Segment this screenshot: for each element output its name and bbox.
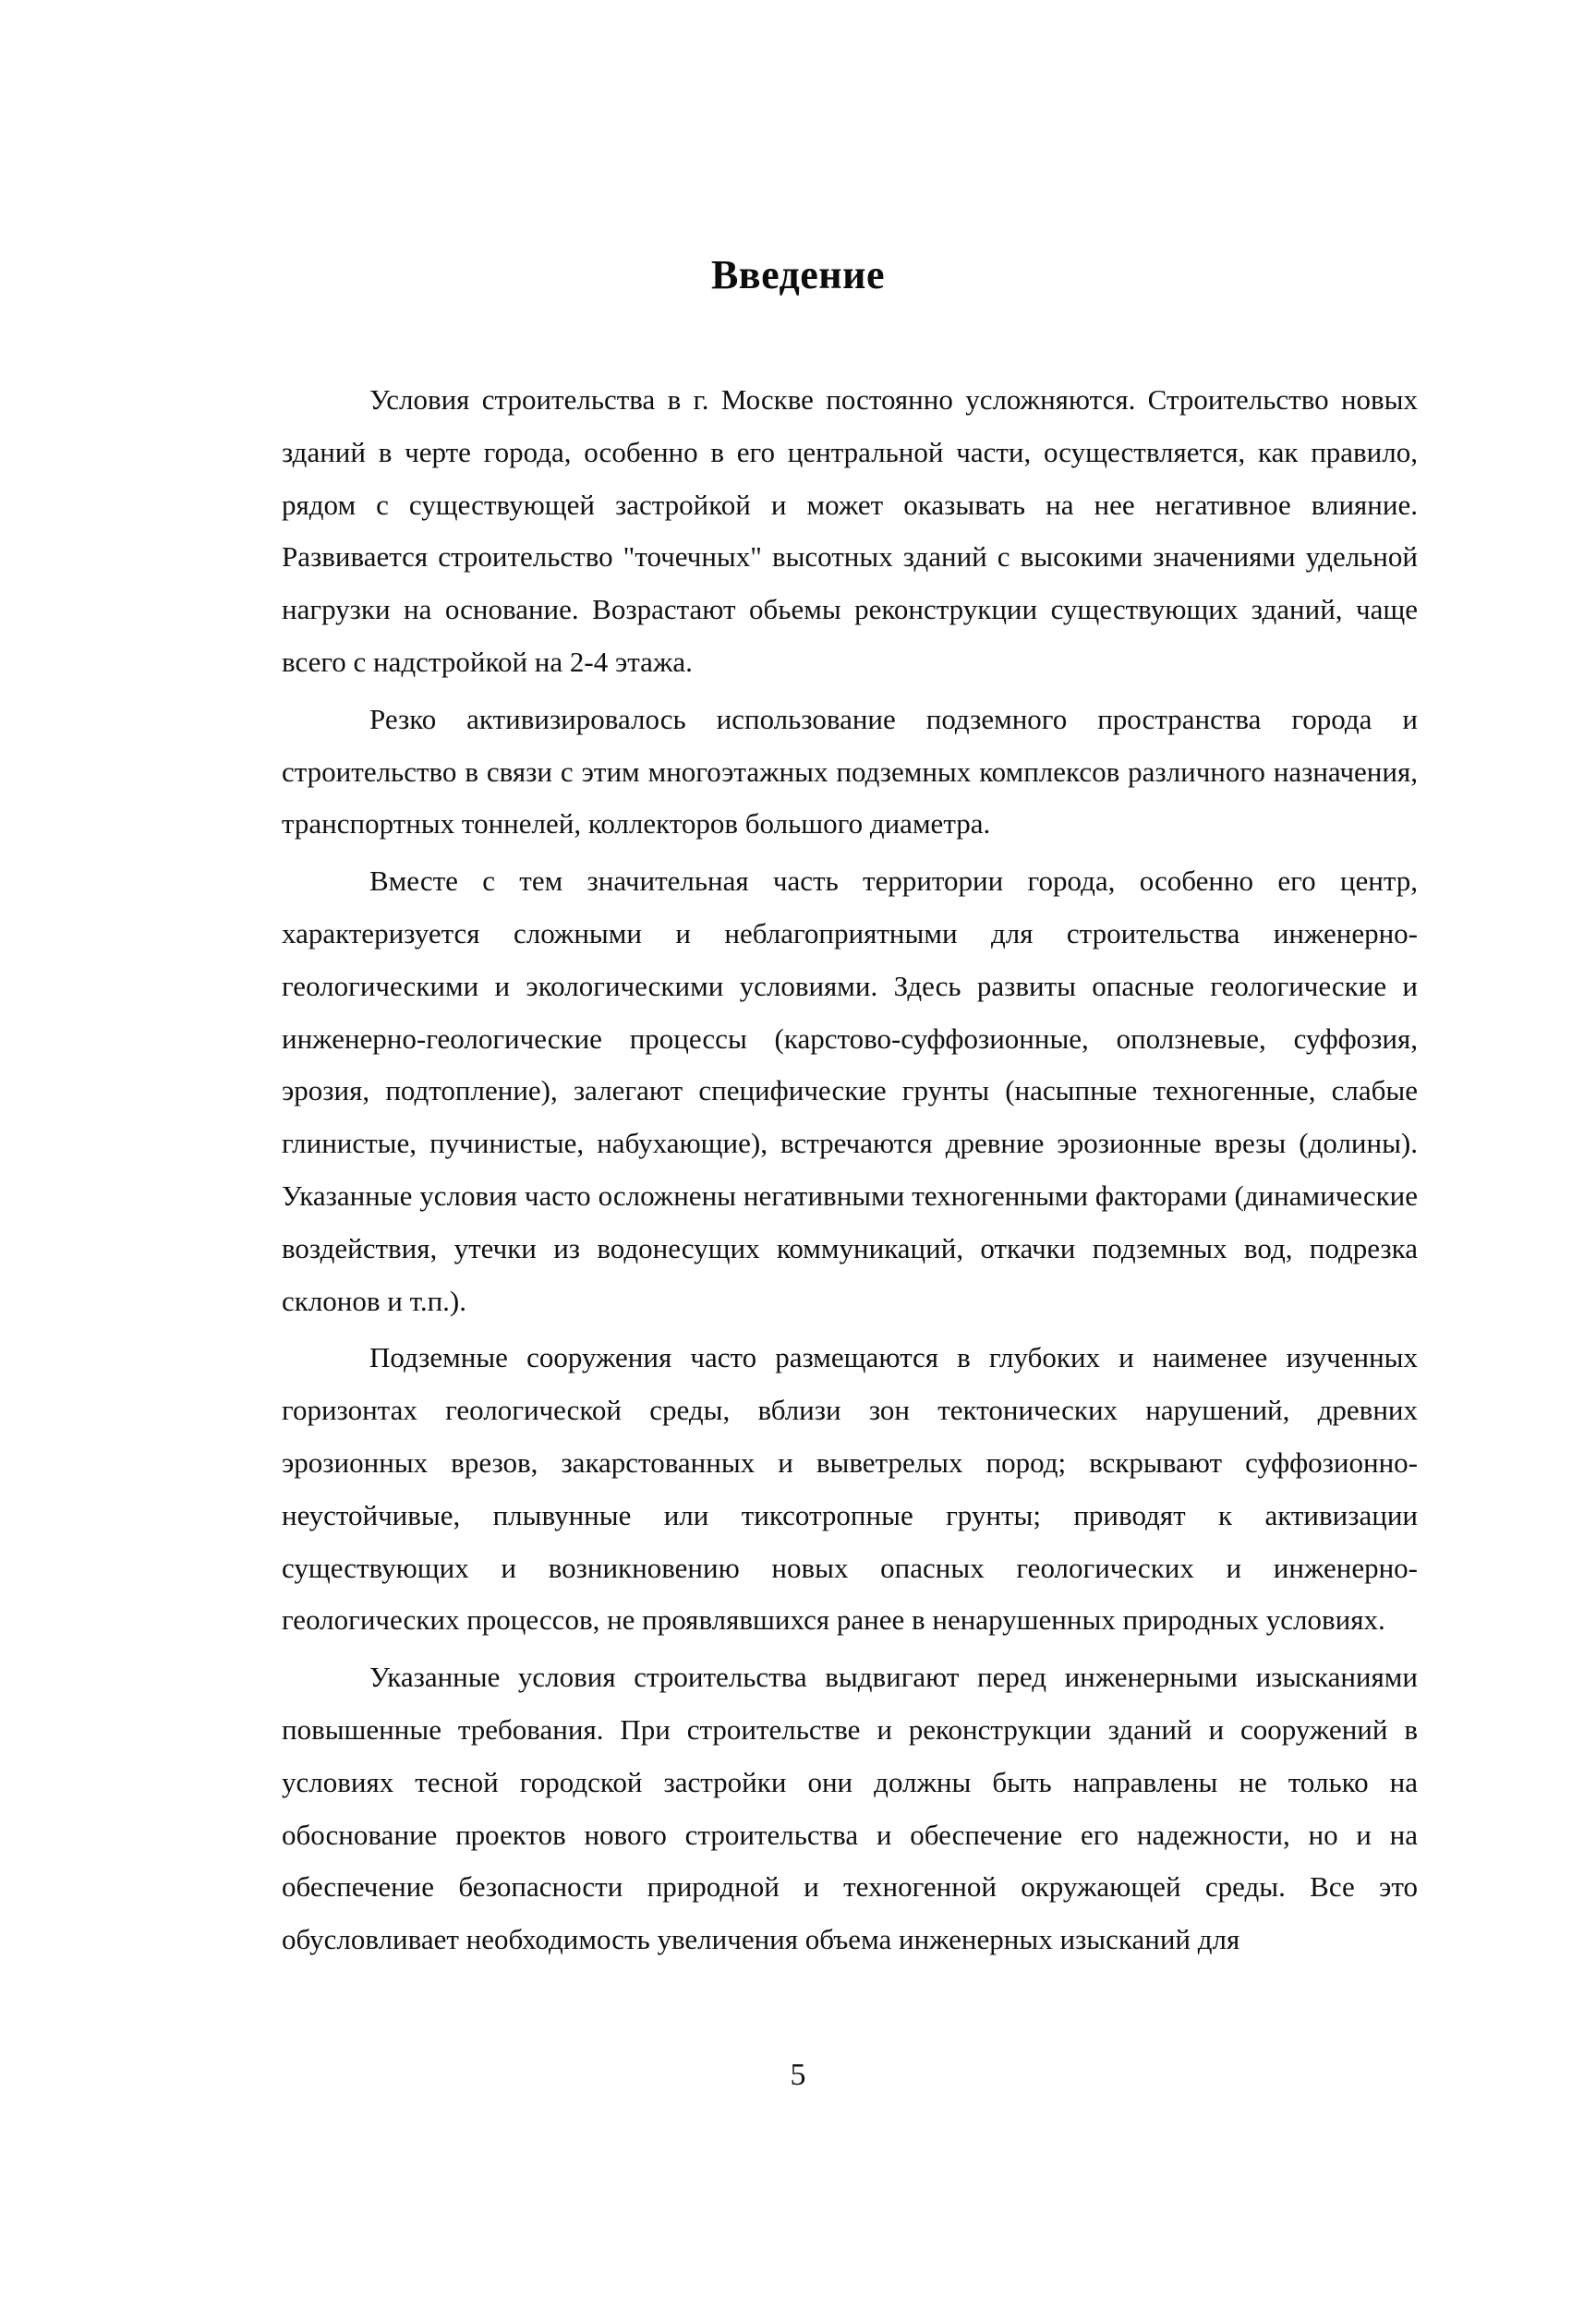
page-number: 5 <box>790 2058 806 2092</box>
paragraph-1: Условия строительства в г. Москве постоянно усложняются. Строительство новых зданий в черте города, особенно в его центральной части, осуществляется, как правило, рядом с существующей застройкой и может оказывать на нее негативное влияние. Развивается строительство "точечных" высотных зданий с высокими значениями удельной нагрузки на основание. Возрастают обьемы реконструкции существующих зданий, чаще всего с надстройкой на 2-4 этажа. <box>282 383 1418 678</box>
body-text <box>282 374 1418 1966</box>
paragraph-2: Резко активизировалось использование подземного пространства города и строительство в связи с этим многоэтажных подземных комплексов различного назначения, транспортных тоннелей, коллекторов большого диаметра. <box>282 702 1418 841</box>
paragraph-3: Вместе с тем значительная часть территории города, особенно его центр, характеризуется сложными и неблагоприятными для строительства инженерно-геологическими и экологическими условиями. Здесь развиты опасные геологические и инженерно-геологические процессы (карстово-суффозионные, оползневые, суффозия, эрозия, подтопление), залегают специфические грунты (насыпные техногенные, слабые глинистые, пучинистые, набухающие), встречаются древние эрозионные врезы (долины). Указанные условия часто осложнены негативными техногенными факторами (динамические воздействия, утечки из водонесущих коммуникаций, откачки подземных вод, подрезка склонов и т.п.). <box>282 865 1418 1317</box>
page-title: Введение <box>710 252 886 297</box>
paragraph-4: Подземные сооружения часто размещаются в глубоких и наименее изученных горизонтах геологической среды, вблизи зон тектонических нарушений, древних эрозионных врезов, закарстованных и выветрелых пород; вскрывают суффозионно-неустойчивые, плывунные или тиксотропные грунты; приводят к активизации существующих и возникновению новых опасных геологических и инженерно-геологических процессов, не проявлявшихся ранее в ненарушенных природных условиях. <box>282 1341 1418 1637</box>
paragraph-5: Указанные условия строительства выдвигают перед инженерными изысканиями повышенные требования. При строительстве и реконструкции зданий и сооружений в условиях тесной городской застройки они должны быть направлены не только на обоснование проектов нового строительства и обеспечение его надежности, но и на обеспечение безопасности природной и техногенной окружающей среды. Все это обусловливает необходимость увеличения объема инженерных изысканий для <box>282 1661 1418 1956</box>
